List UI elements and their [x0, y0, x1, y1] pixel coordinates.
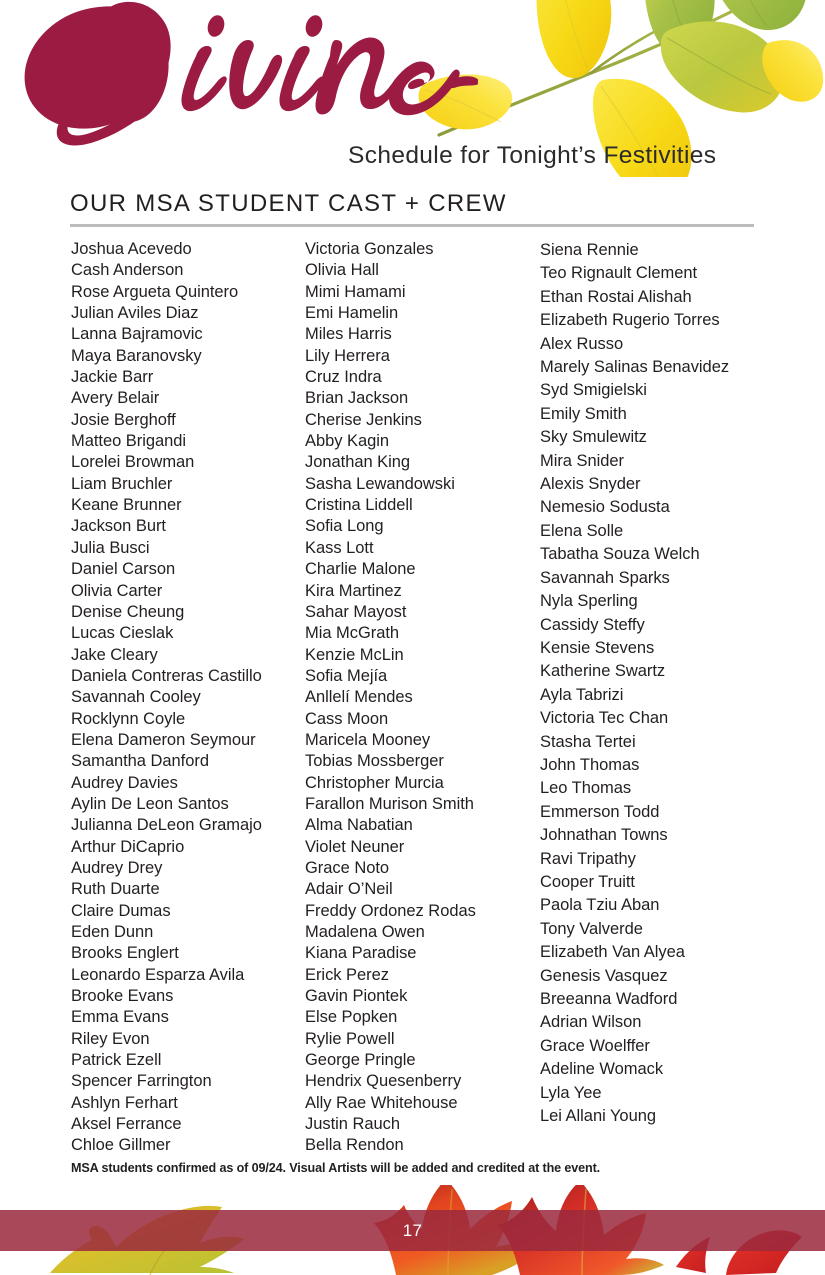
cast-member-name: Maya Baranovsky — [71, 346, 202, 365]
cast-member-name: Kira Martinez — [305, 581, 402, 600]
cast-member-name: Grace Noto — [305, 858, 390, 877]
cast-member-name: Sky Smulewitz — [540, 428, 647, 447]
cast-member-name: Jonathan King — [305, 453, 411, 472]
cast-member-name: Ravi Tripathy — [540, 849, 636, 868]
cast-member-name: Erick Perez — [305, 965, 389, 984]
cast-member-name: Julianna DeLeon Gramajo — [71, 816, 262, 835]
cast-member-name: Joshua Acevedo — [71, 240, 192, 258]
cast-member-name: Else Popken — [305, 1008, 398, 1027]
cast-member-name: Bella Rendon — [305, 1136, 404, 1155]
cast-member-name: Lanna Bajramovic — [71, 325, 203, 344]
cast-member-name: Hendrix Quesenberry — [305, 1072, 462, 1091]
cast-member-name: Elizabeth Rugerio Torres — [540, 311, 720, 330]
cast-member-name: Adeline Womack — [540, 1060, 664, 1079]
cast-member-name: Victoria Tec Chan — [540, 709, 669, 728]
cast-member-name: Julia Busci — [71, 538, 150, 557]
cast-member-name: Adrian Wilson — [540, 1013, 642, 1032]
cast-member-name: Cruz Indra — [305, 368, 382, 387]
cast-member-name: Julian Aviles Diaz — [71, 304, 199, 323]
cast-member-name: Cherise Jenkins — [305, 410, 422, 429]
cast-member-name: Cristina Liddell — [305, 496, 413, 515]
cast-member-name: Nemesio Sodusta — [540, 498, 670, 517]
cast-member-name: Ally Rae Whitehouse — [305, 1093, 458, 1112]
cast-member-name: Josie Berghoff — [71, 410, 176, 429]
cast-member-name: Brooke Evans — [71, 987, 174, 1006]
cast-member-name: Nyla Sperling — [540, 592, 638, 611]
cast-member-name: Eden Dunn — [71, 923, 154, 941]
cast-member-name: Genesis Vasquez — [540, 966, 668, 985]
cast-member-name: Katherine Swartz — [540, 662, 666, 681]
cast-member-name: Emmerson Todd — [540, 802, 660, 821]
cast-member-name: Lorelei Browman — [71, 453, 195, 472]
cast-member-name: Kensie Stevens — [540, 638, 655, 657]
cast-member-name: Daniel Carson — [71, 560, 176, 579]
cast-member-name: Cassidy Steffy — [540, 615, 645, 634]
cast-member-name: George Pringle — [305, 1051, 416, 1070]
cast-member-name: Olivia Hall — [305, 261, 379, 280]
cast-member-name: Audrey Davies — [71, 773, 178, 792]
cast-member-name: Johnathan Towns — [540, 826, 668, 845]
cast-member-name: Patrick Ezell — [71, 1051, 162, 1070]
cast-member-name: Keane Brunner — [71, 496, 182, 515]
cast-member-name: Syd Smigielski — [540, 381, 647, 400]
cast-member-name: Rocklynn Coyle — [71, 709, 186, 728]
cast-member-name: Leo Thomas — [540, 779, 632, 798]
cast-member-name: Ruth Duarte — [71, 880, 160, 899]
title-divider — [70, 224, 754, 227]
cast-member-name: Aylin De Leon Santos — [71, 794, 229, 813]
masthead-tagline: Schedule for Tonight’s Festivities — [348, 142, 717, 169]
cast-member-name: Jackie Barr — [71, 368, 154, 387]
cast-member-name: Claire Dumas — [71, 901, 171, 920]
cast-member-name: Savannah Sparks — [540, 568, 670, 587]
cast-member-name: Sasha Lewandowski — [305, 474, 455, 493]
cast-member-name: Justin Rauch — [305, 1115, 400, 1134]
cast-member-name: Kiana Paradise — [305, 944, 417, 963]
cast-member-name: Paola Tziu Aban — [540, 896, 660, 915]
cast-member-name: Elena Solle — [540, 521, 624, 540]
cast-member-name: Aksel Ferrance — [71, 1115, 182, 1134]
cast-member-name: Brooks Englert — [71, 944, 179, 963]
cast-member-name: Victoria Gonzales — [305, 240, 434, 258]
cast-and-crew-list — [0, 239, 825, 1155]
cast-member-name: Emi Hamelin — [305, 304, 399, 323]
page-footer — [0, 1185, 825, 1275]
cast-member-name: Liam Bruchler — [71, 474, 173, 493]
masthead — [0, 0, 825, 185]
cast-member-name: Kenzie McLin — [305, 645, 404, 664]
cast-member-name: Elena Dameron Seymour — [71, 730, 256, 749]
cast-footnote: MSA students confirmed as of 09/24. Visual Artists will be added and credited at the event. — [71, 1161, 601, 1175]
cast-member-name: Ashlyn Ferhart — [71, 1093, 178, 1112]
cast-member-name: Lei Allani Young — [540, 1107, 657, 1126]
cast-member-name: Farallon Murison Smith — [305, 794, 474, 813]
cast-member-name: Alex Russo — [540, 334, 624, 353]
cast-member-name: Jackson Burt — [71, 517, 166, 536]
cast-member-name: Riley Evon — [71, 1029, 150, 1048]
cast-member-name: Cash Anderson — [71, 261, 184, 280]
cast-member-name: Stasha Tertei — [540, 732, 636, 751]
cast-member-name: Arthur DiCaprio — [71, 837, 185, 856]
cast-member-name: Breeanna Wadford — [540, 990, 678, 1008]
cast-member-name: Rylie Powell — [305, 1029, 395, 1048]
cast-member-name: Chloe Gillmer — [71, 1136, 171, 1155]
cast-member-name: Gavin Piontek — [305, 987, 408, 1006]
cast-member-name: Miles Harris — [305, 325, 392, 344]
cast-member-name: Jake Cleary — [71, 645, 158, 664]
page-title: OUR MSA STUDENT CAST + CREW — [70, 190, 507, 217]
cast-member-name: Alexis Snyder — [540, 475, 641, 494]
cast-member-name: Tobias Mossberger — [305, 752, 444, 771]
cast-member-name: Violet Neuner — [305, 837, 405, 856]
cast-member-name: Alma Nabatian — [305, 816, 413, 835]
cast-member-name: Siena Rennie — [540, 241, 639, 259]
cast-member-name: Christopher Murcia — [305, 773, 444, 792]
cast-member-name: Adair O’Neil — [305, 880, 393, 899]
cast-member-name: Spencer Farrington — [71, 1072, 212, 1091]
cast-member-name: Teo Rignault Clement — [540, 264, 698, 283]
cast-member-name: Lucas Cieslak — [71, 624, 174, 643]
cast-member-name: Matteo Brigandi — [71, 432, 187, 451]
cast-member-name: Audrey Drey — [71, 858, 163, 877]
cast-member-name: Sofia Long — [305, 517, 384, 536]
cast-member-name: Lily Herrera — [305, 346, 390, 365]
cast-member-name: Mimi Hamami — [305, 282, 406, 301]
cast-member-name: Lyla Yee — [540, 1083, 602, 1102]
cast-member-name: Ethan Rostai Alishah — [540, 287, 692, 306]
cast-member-name: Freddy Ordonez Rodas — [305, 901, 476, 920]
cast-member-name: Anllelí Mendes — [305, 688, 413, 707]
cast-member-name: Ayla Tabrizi — [540, 685, 624, 704]
cast-member-name: Maricela Mooney — [305, 730, 431, 749]
cast-member-name: Cass Moon — [305, 709, 389, 728]
cast-member-name: Mia McGrath — [305, 624, 400, 643]
page-number: 17 — [402, 1221, 423, 1240]
cast-member-name: Kass Lott — [305, 538, 374, 557]
cast-member-name: Charlie Malone — [305, 560, 416, 579]
cast-member-name: Sofia Mejía — [305, 666, 388, 685]
cast-member-name: Denise Cheung — [71, 602, 185, 621]
cast-member-name: Mira Snider — [540, 451, 624, 470]
cast-member-name: Emily Smith — [540, 404, 627, 423]
cast-member-name: Samantha Danford — [71, 752, 209, 771]
cast-member-name: Madalena Owen — [305, 923, 425, 941]
cast-member-name: Sahar Mayost — [305, 602, 407, 621]
cast-member-name: Grace Woelffer — [540, 1036, 650, 1055]
cast-column-3 — [540, 239, 808, 1128]
cast-member-name: Daniela Contreras Castillo — [71, 666, 262, 685]
cast-member-name: Marely Salinas Benavidez — [540, 358, 730, 377]
cast-column-2 — [305, 239, 533, 1157]
cast-member-name: Rose Argueta Quintero — [71, 282, 239, 301]
cast-member-name: Elizabeth Van Alyea — [540, 943, 685, 962]
cast-member-name: Tony Valverde — [540, 919, 643, 938]
cast-member-name: Brian Jackson — [305, 389, 409, 408]
cast-member-name: Leonardo Esparza Avila — [71, 965, 245, 984]
cast-member-name: Avery Belair — [71, 389, 160, 408]
cast-column-1 — [71, 239, 301, 1157]
cast-member-name: John Thomas — [540, 755, 640, 774]
cast-member-name: Tabatha Souza Welch — [540, 545, 700, 564]
divine-wordmark — [8, 0, 478, 154]
cast-member-name: Abby Kagin — [305, 432, 390, 451]
cast-member-name: Emma Evans — [71, 1008, 169, 1027]
cast-member-name: Olivia Carter — [71, 581, 163, 600]
cast-member-name: Savannah Cooley — [71, 688, 201, 707]
cast-member-name: Cooper Truitt — [540, 872, 635, 891]
